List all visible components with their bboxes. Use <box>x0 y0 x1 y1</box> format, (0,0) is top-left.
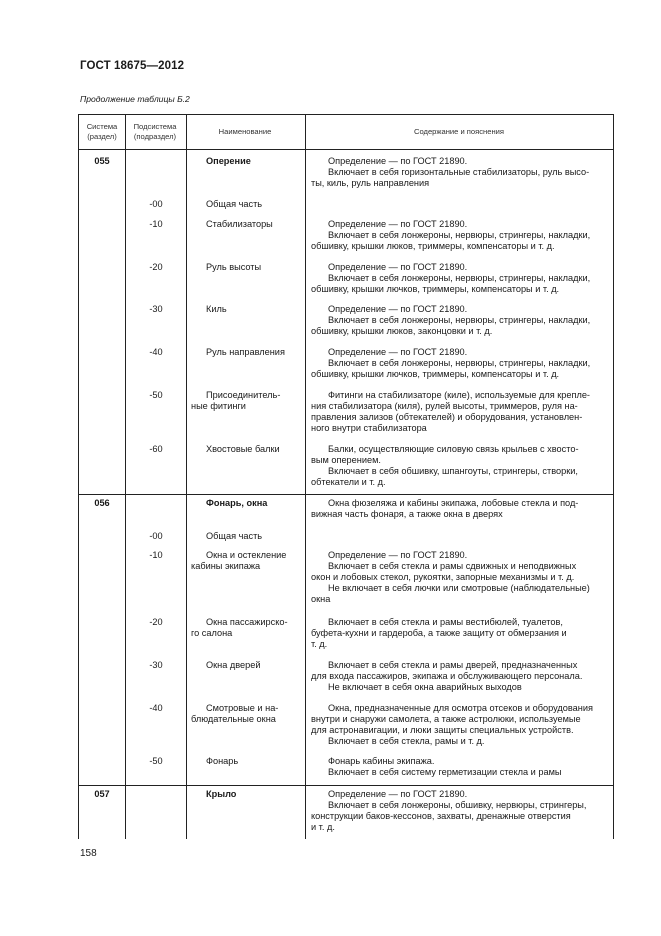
row-name: го салона <box>191 628 233 638</box>
page-number: 158 <box>80 848 97 859</box>
row-description: обшивку, крышки люков, триммеры, компенсаторы и т. д. <box>311 241 555 251</box>
system-code: 055 <box>94 156 110 166</box>
row-description: Включает в себя стекла и рамы вестибюлей, туалетов, <box>328 617 563 627</box>
system-code: 057 <box>94 789 110 799</box>
header-name: Наименование <box>218 127 272 136</box>
row-description: Определение — по ГОСТ 21890. <box>328 262 468 272</box>
row-name: Смотровые и на- <box>206 703 279 713</box>
row-name: Общая часть <box>206 199 263 209</box>
row-description: Определение — по ГОСТ 21890. <box>328 219 468 229</box>
row-description: Включает в себя лонжероны, нервюры, стрингеры, накладки, <box>328 273 591 283</box>
row-name: Стабилизаторы <box>206 219 273 229</box>
row-name: Фонарь <box>206 756 239 766</box>
subsystem-code: -10 <box>149 219 163 229</box>
row-description: Включает в себя горизонтальные стабилизаторы, руль высо- <box>328 167 590 177</box>
table-header <box>79 115 613 150</box>
row-description: обтекатели и т. д. <box>311 477 386 487</box>
row-description: Определение — по ГОСТ 21890. <box>328 789 468 799</box>
row-name: Окна и остекление <box>206 550 287 560</box>
row-name: Крыло <box>206 789 237 799</box>
row-description: Включает в себя стекла и рамы дверей, предназначенных <box>328 660 578 670</box>
system-code: 056 <box>94 498 110 508</box>
row-name: Окна дверей <box>206 660 261 670</box>
section-divider <box>79 494 613 495</box>
row-description: Определение — по ГОСТ 21890. <box>328 304 468 314</box>
row-description: Включает в себя лонжероны, обшивку, нервюры, стрингеры, <box>328 800 587 810</box>
row-name: Фонарь, окна <box>206 498 268 508</box>
row-description: Включает в себя лонжероны, нервюры, стрингеры, накладки, <box>328 230 591 240</box>
row-description: окон и лобовых стекол, рукоятки, запорные механизмы и т. д. <box>311 572 575 582</box>
subsystem-code: -40 <box>149 703 163 713</box>
row-name: Общая часть <box>206 531 263 541</box>
row-description: Не включает в себя лючки или смотровые (наблюдательные) <box>328 583 590 593</box>
row-description: Балки, осуществляющие силовую связь крыльев с хвосто- <box>328 444 579 454</box>
row-description: Определение — по ГОСТ 21890. <box>328 347 468 357</box>
row-name: Хвостовые балки <box>206 444 280 454</box>
row-name: Оперение <box>206 156 251 166</box>
row-description: для входа пассажиров, экипажа и обслуживающего персонала. <box>311 671 583 681</box>
row-name: кабины экипажа <box>191 561 261 571</box>
row-description: Фонарь кабины экипажа. <box>328 756 435 766</box>
subsystem-code: -50 <box>149 756 163 766</box>
row-name: блюдательные окна <box>191 714 276 724</box>
subsystem-code: -10 <box>149 550 163 560</box>
row-name: Киль <box>206 304 227 314</box>
subsystem-code: -30 <box>149 660 163 670</box>
subsystem-code: -00 <box>149 531 163 541</box>
row-description: Включает в себя лонжероны, нервюры, стрингеры, накладки, <box>328 315 591 325</box>
row-description: Фитинги на стабилизаторе (киле), используемые для крепле- <box>328 390 590 400</box>
row-name: ные фитинги <box>191 401 246 411</box>
row-name: Руль направления <box>206 347 285 357</box>
subsystem-code: -40 <box>149 347 163 357</box>
row-name: Руль высоты <box>206 262 262 272</box>
row-description: Включает в себя систему герметизации стекла и рамы <box>328 767 562 777</box>
row-description: буфета-кухни и гардероба, а также защиту от обмерзания и <box>311 628 567 638</box>
header-system: Система (раздел) <box>86 122 118 141</box>
row-description: ного внутри стабилизатора <box>311 423 427 433</box>
row-description: и т. д. <box>311 822 335 832</box>
table-caption: Продолжение таблицы Б.2 <box>80 94 190 104</box>
column-divider <box>186 115 187 839</box>
row-description: Определение — по ГОСТ 21890. <box>328 156 468 166</box>
header-content: Содержание и пояснения <box>413 127 505 136</box>
row-description: вым оперением. <box>311 455 381 465</box>
row-description: ния стабилизатора (киля), рулей высоты, триммеров, руля на- <box>311 401 578 411</box>
header-subsystem: Подсистема (подраздел) <box>133 122 177 141</box>
section-divider <box>79 785 613 786</box>
subsystem-code: -20 <box>149 617 163 627</box>
row-description: для астронавигации, и люки защиты специальных устройств. <box>311 725 574 735</box>
row-description: Включает в себя стекла, рамы и т. д. <box>328 736 485 746</box>
row-name: Окна пассажирско- <box>206 617 288 627</box>
row-description: Включает в себя обшивку, шпангоуты, стрингеры, створки, <box>328 466 578 476</box>
row-name: Присоединитель- <box>206 390 281 400</box>
row-description: вижная часть фонаря, а также окна в дверях <box>311 509 503 519</box>
row-description: Окна, предназначенные для осмотра отсеков и оборудования <box>328 703 593 713</box>
row-description: т. д. <box>311 639 328 649</box>
row-description: правления зализов (обтекателей) и оборудования, установлен- <box>311 412 583 422</box>
row-description: конструкции баков-кессонов, захваты, дренажные отверстия <box>311 811 571 821</box>
subsystem-code: -30 <box>149 304 163 314</box>
row-description: обшивку, крышки люков, законцовки и т. д. <box>311 326 493 336</box>
row-description: Определение — по ГОСТ 21890. <box>328 550 468 560</box>
row-description: Окна фюзеляжа и кабины экипажа, лобовые стекла и под- <box>328 498 579 508</box>
subsystem-code: -00 <box>149 199 163 209</box>
subsystem-code: -60 <box>149 444 163 454</box>
row-description: Включает в себя лонжероны, нервюры, стрингеры, накладки, <box>328 358 591 368</box>
row-description: ты, киль, руль направления <box>311 178 430 188</box>
row-description: обшивку, крышки лючков, триммеры, компенсаторы и т. д. <box>311 369 560 379</box>
document-code: ГОСТ 18675—2012 <box>80 60 185 72</box>
row-description: Не включает в себя окна аварийных выходов <box>328 682 522 692</box>
table <box>78 114 614 839</box>
row-description: окна <box>311 594 331 604</box>
row-description: обшивку, крышки лючков, триммеры, компенсаторы и т. д. <box>311 284 560 294</box>
column-divider <box>305 115 306 839</box>
subsystem-code: -20 <box>149 262 163 272</box>
subsystem-code: -50 <box>149 390 163 400</box>
row-description: внутри и снаружи самолета, а также астролюки, используемые <box>311 714 581 724</box>
row-description: Включает в себя стекла и рамы сдвижных и неподвижных <box>328 561 577 571</box>
